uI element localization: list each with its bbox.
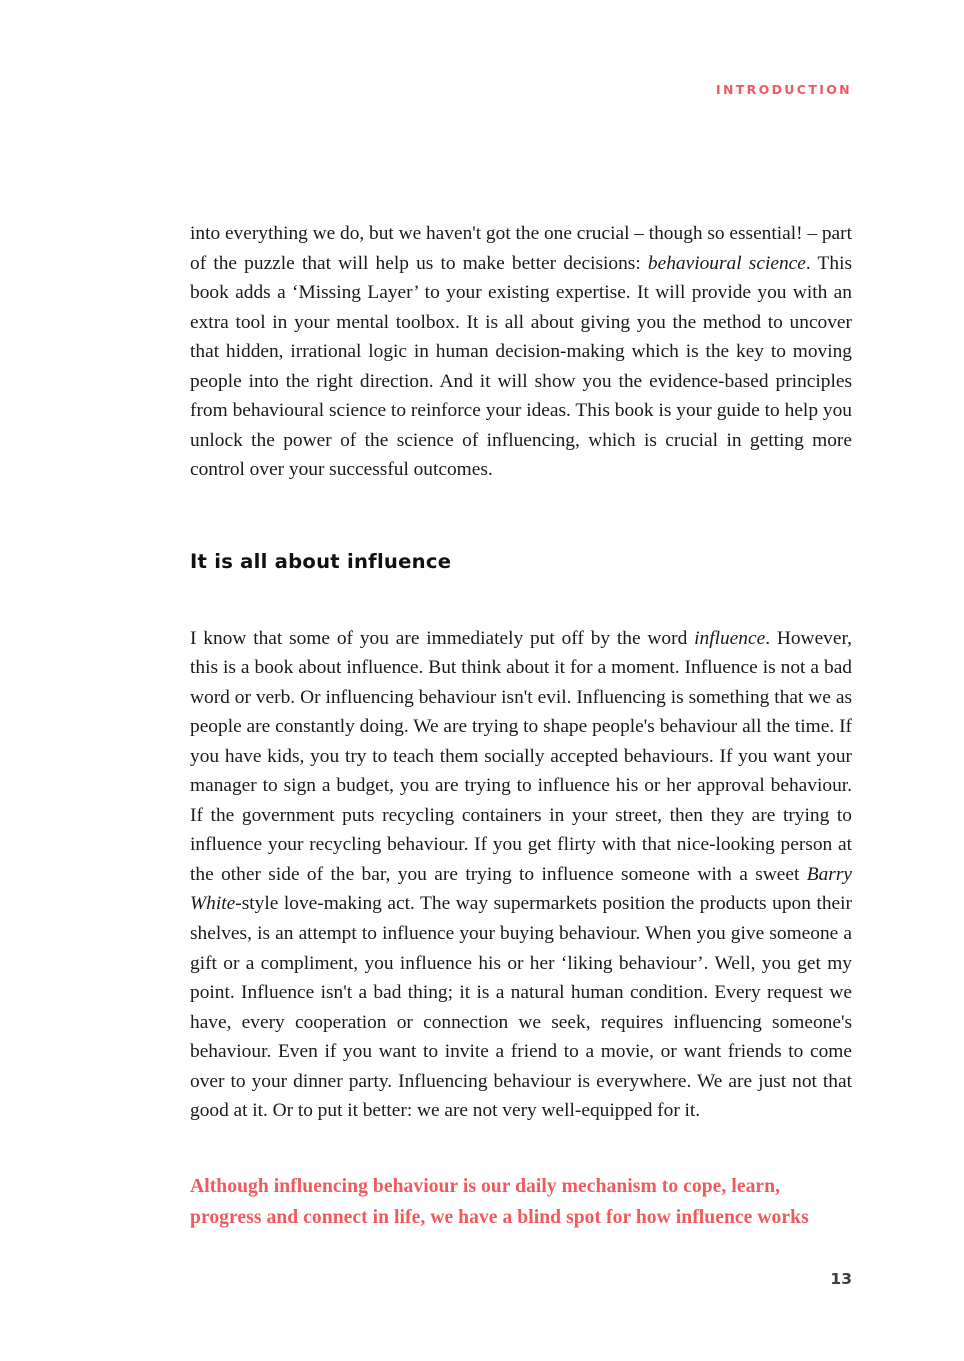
paragraph-1-run-2: . This book adds a ‘Missing Layer’ to your existing expertise. It will provide you with an extra tool in your mental toolbox. It is all about giving you the method to uncover that hidden, irrational logic in human decision-making which is the key to moving people into the right direction. And it will show you the evidence-based principles from behavioural science to reinforce your ideas. This book is your guide to help you unlock the power of the science of influencing, which is crucial in getting more control over your successful outcomes. bbox=[190, 252, 852, 481]
section-heading: It is all about influence bbox=[190, 549, 452, 573]
paragraph-2-italic-influence: influence bbox=[694, 627, 766, 649]
paragraph-influence bbox=[190, 624, 852, 1126]
text-column bbox=[190, 219, 852, 1234]
paragraph-2-run-3: -style love-making act. The way supermarkets position the products upon their shelves, is an attempt to influence your buying behaviour. When you give someone a gift or a compliment, you influence his or her ‘liking behaviour’. Well, you get my point. Influence isn't a bad thing; it is a natural human condition. Every request we have, every cooperation or connection we seek, requires influencing someone's behaviour. Even if you want to invite a friend to a movie, or want friends to come over to your dinner party. Influencing behaviour is everywhere. We are just not that good at it. Or to put it better: we are not very well-equipped for it. bbox=[190, 893, 852, 1122]
paragraph-2-italic-barry-white: Barry White bbox=[190, 863, 852, 915]
page-number: 13 bbox=[830, 1270, 852, 1288]
running-head: INTRODUCTION bbox=[715, 82, 852, 97]
paragraph-2-run-1: I know that some of you are immediately put off by the word bbox=[190, 627, 695, 649]
spacer-before-pull-quote bbox=[190, 1126, 852, 1171]
paragraph-1-italic-behavioural-science: behavioural science bbox=[647, 252, 806, 274]
spacer-before-heading bbox=[190, 485, 852, 552]
paragraph-2-run-2: . However, this is a book about influence. But think about it for a moment. Influence is not a bad word or verb. Or influencing behaviour isn't evil. Influencing is something that we as people are constantly doing. We are trying to shape people's behaviour all the time. If you have kids, you try to teach them socially accepted behaviours. If you want your manager to sign a budget, you are trying to influence his or her approval behaviour. If the government puts recycling containers in your street, then they are trying to influence your recycling behaviour. If you get flirty with that nice-looking person at the other side of the bar, you are trying to influence someone with a sweet bbox=[190, 627, 853, 885]
spacer-after-heading bbox=[190, 572, 852, 624]
pull-quote: Although influencing behaviour is our daily mechanism to cope, learn, progress and connect in life, we have a blind spot for how influence works bbox=[190, 1175, 809, 1229]
paragraph-1-run-1: into everything we do, but we haven't got the one crucial – though so essential! – part of the puzzle that will help us to make better decisions: bbox=[190, 223, 852, 274]
paragraph-intro-continued bbox=[190, 219, 852, 485]
